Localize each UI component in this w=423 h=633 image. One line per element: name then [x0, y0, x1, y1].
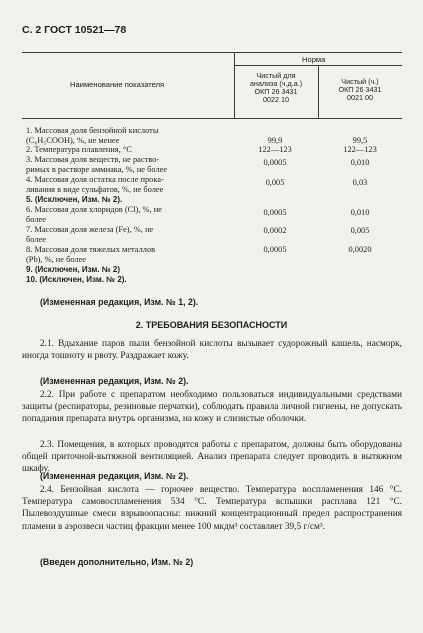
- amendment-note: (Измененная редакция, Изм. № 2).: [40, 376, 189, 386]
- table-cell: 99,9: [267, 136, 283, 145]
- table-cell: 0,0005: [263, 245, 287, 254]
- table-top-rule: [22, 52, 402, 53]
- table-subcol-divider: [318, 65, 319, 118]
- table-cell: 0,03: [352, 178, 368, 187]
- table-row-label: 4. Массовая доля остатка после прока- ливания в виде сульфатов, %, не более: [26, 175, 164, 194]
- section-title: 2. ТРЕБОВАНИЯ БЕЗОПАСНОСТИ: [135, 320, 288, 330]
- table-row-label: 6. Массовая доля хлоридов (Cl), %, не более: [26, 205, 162, 224]
- table-row-label: 1. Массовая доля бензойной кислоты (C₆H₅COOH), %, не менее: [26, 126, 159, 145]
- table-cell: 0,0020: [348, 245, 372, 254]
- table-cell: 0,005: [265, 178, 285, 187]
- paragraph-2-1: 2.1. Вдыхание паров пыли бензойной кислоты вызывает судорожный кашель, насморк, иногда тошноту и рвоту. Раздражает кожу.: [22, 339, 402, 362]
- table-row-label: 7. Массовая доля железа (Fe), %, не более: [26, 225, 154, 244]
- table-header-rule: [22, 118, 402, 119]
- page-header: С. 2 ГОСТ 10521—78: [22, 24, 127, 36]
- table-row-label: 2. Температура плавления, °С: [26, 145, 132, 154]
- norm-underline: [234, 65, 402, 66]
- table-cell: 0,010: [350, 158, 370, 167]
- paragraph-2-4: 2.4. Бензойная кислота — горючее вещество. Температура воспламенения 146 °С. Температура самовоспламенения 534 °С. Температура вспышки расплава 121 °С. Пылевоздушные смеси взрывоопасны: нижний концентрационный предел распространения пламени в аэрозвеси частиц фракции менее 100 мкдм³ составляет 39,5 г/см³.: [22, 485, 402, 532]
- paragraph-2-3: 2.3. Помещения, в которых проводятся работы с препаратом, должны быть оборудованы общей приточной-вытяжной вентиляцией. Анализ препарата следует проводить в вытяжном шкафу.: [22, 440, 402, 475]
- col2-header: Чистый (ч.) ОКП 26 3431 0021 00: [338, 77, 382, 102]
- table-row-label: 9. (Исключен, Изм. № 2): [26, 265, 120, 274]
- col1-header: Чистый для анализа (ч.д.а.) ОКП 26 3431 0022 10: [249, 71, 303, 104]
- paragraph-2-2: 2.2. При работе с препаратом необходимо пользоваться индивидуальными средствами защиты (респираторы, резиновые перчатки), соблюдать правила личной гигиены, не допускать попадания препарата внутрь организма, на кожу и слизистые оболочки.: [22, 390, 402, 425]
- table-cell: 0,010: [350, 208, 370, 217]
- table-cell: 99,5: [352, 136, 368, 145]
- amendment-note: (Введен дополнительно, Изм. № 2): [40, 557, 194, 567]
- amendment-note: (Измененная редакция, Изм. № 2).: [40, 471, 189, 481]
- amendment-note: (Измененная редакция, Изм. № 1, 2).: [40, 297, 199, 307]
- table-cell: 122—123: [258, 145, 292, 154]
- table-row-label: 8. Массовая доля тяжелых металлов (Pb), %, не более: [26, 245, 156, 264]
- table-cell: 122—123: [343, 145, 377, 154]
- norm-label: Норма: [302, 55, 326, 64]
- table-cell: 0,0005: [263, 158, 287, 167]
- table-cell: 0,005: [350, 226, 370, 235]
- table-cell: 0,0005: [263, 208, 287, 217]
- table-row-label: 3. Массовая доля веществ, не раство- римых в растворе аммиака, %, не более: [26, 155, 168, 174]
- table-cell: 0,0002: [263, 226, 287, 235]
- name-column-header: Наименование показателя: [70, 80, 165, 89]
- table-col-divider: [234, 52, 235, 118]
- table-row-label: 5. (Исключен, Изм. № 2).: [26, 195, 123, 204]
- table-row-label: 10. (Исключен, Изм. № 2).: [26, 275, 127, 284]
